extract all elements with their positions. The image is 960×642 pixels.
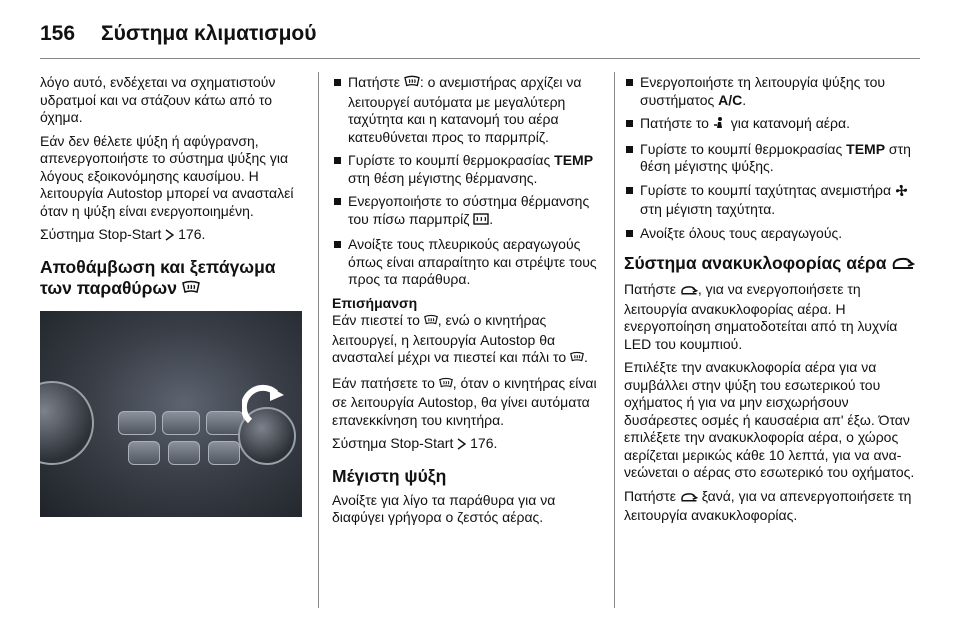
list-item — [332, 193, 610, 230]
reference-arrow-icon — [165, 228, 174, 246]
ref-page: 176. — [178, 226, 206, 242]
windscreen-defrost-icon — [570, 351, 584, 369]
text: στη μέγιστη ταχύτητα. — [640, 201, 776, 217]
paragraph: Εάν δεν θέλετε ψύξη ή αφύγρανση, απενεργοποιήστε το σύστημα ψύξης για λόγους εξοικονόμησης καυσίμου. Η λειτουργία Autostop μπορεί να ανασταλεί όταν η ψύξη είναι ενεργοποιημένη. — [40, 132, 294, 219]
paragraph: λόγο αυτό, ενδέχεται να σχηματιστούν υδρατμοί και να στάζουν κάτω από το όχημα. — [40, 74, 276, 125]
fan-icon — [895, 184, 908, 202]
cross-reference[interactable] — [40, 226, 302, 246]
column-1 — [40, 74, 302, 517]
text: Γυρίστε το κουμπί ταχύτητας ανεμιστήρα — [640, 181, 892, 198]
header-divider — [40, 58, 920, 59]
air-distribution-icon — [713, 116, 727, 135]
column-3 — [624, 74, 924, 531]
column-2 — [332, 74, 610, 533]
list-item — [624, 115, 924, 135]
text: Εάν πατήσετε το — [332, 374, 435, 391]
text: στη θέση μέγιστης θέρμανσης. — [348, 169, 538, 186]
rotation-arrow-icon — [242, 383, 288, 429]
list-item — [332, 74, 610, 146]
text: , για να ενεργοποιήσετε τη λειτουργία ανακυκλοφορίας αέρα. Η ενεργοποίηση σηματοδοτείται από τη λυχνία LED του κουμπιού. — [624, 281, 898, 352]
panel-button — [118, 411, 156, 435]
section-heading — [624, 253, 924, 276]
paragraph: Ανοίξτε για λίγο τα παράθυρα για να διαφύγει γρήγορα ο ζεστός αέρας. — [332, 491, 556, 525]
list-item — [332, 236, 610, 289]
text: Γυρίστε το κουμπί θερμοκρασίας — [348, 152, 551, 168]
list-item — [624, 225, 924, 243]
ref-page: 176. — [470, 435, 498, 451]
section-heading: Μέγιστη ψύξη — [332, 465, 447, 486]
text: Ανοίξτε όλους τους αεραγωγούς. — [640, 224, 843, 241]
instruction-list — [332, 74, 610, 289]
ref-text: Σύστημα Stop-Start — [332, 435, 454, 451]
list-item — [624, 182, 924, 219]
control-label: A/C — [718, 91, 743, 108]
windscreen-defrost-icon — [404, 75, 420, 94]
paragraph — [624, 281, 924, 353]
windscreen-defrost-icon — [182, 280, 200, 301]
text: Πατήστε — [624, 281, 676, 297]
windscreen-defrost-icon — [424, 314, 438, 332]
control-label: TEMP — [554, 152, 594, 168]
panel-button — [208, 441, 240, 465]
ref-text: Σύστημα Stop-Start — [40, 226, 162, 242]
text: . — [742, 91, 747, 108]
text: : ο ανεμιστήρας αρχίζει να λειτουργεί αυτόματα με μεγαλύτερη ταχύτητα και η κατανομή του αέρα κατευθύνεται προς το παρμπρίζ. — [348, 74, 582, 145]
text: ξανά, για να απενεργοποιήσετε τη λειτουργία ανακυκλοφορίας. — [624, 487, 912, 523]
instruction-list — [624, 74, 924, 242]
temperature-knob — [40, 381, 94, 465]
note-paragraph — [332, 375, 610, 430]
heading-text: Αποθάμβωση και ξεπάγωμα των παραθύρων — [40, 256, 276, 298]
text: , όταν ο κινητήρας είναι σε λειτουργία Autostop, θα γίνει αυτόματα επανεκκίνηση του κινητήρα. — [332, 374, 597, 428]
heading-text: Σύστημα ανακυκλοφορίας αέρα — [624, 253, 887, 273]
recirculation-icon — [891, 255, 915, 276]
paragraph: Επιλέξτε την ανακυκλοφορία αέρα για να συμβάλλει στην ψύξη του εσωτερικού του οχήματος ή για να μην εισχωρήσουν δυσάρεστες οσμές ή καυσαέρια απ' έξω. Όταν επιλέξετε την ανακυκλοφορία αέρα, ο χώρος αερίζεται μερικώς κάθε 10 λεπτά, για να ανανεώνεται ο αέρας στο εσωτερικό του οχήματος. — [624, 359, 915, 480]
list-item — [624, 74, 924, 109]
list-item — [624, 141, 924, 176]
cross-reference[interactable] — [332, 435, 610, 455]
panel-button — [162, 411, 200, 435]
text: για κατανομή αέρα. — [730, 115, 850, 131]
text: . — [489, 210, 494, 227]
page-number: 156 — [40, 22, 76, 45]
control-label: TEMP — [846, 140, 886, 157]
recirculation-icon — [680, 283, 698, 301]
column-divider-1 — [318, 72, 319, 608]
page-header — [40, 14, 316, 54]
windscreen-defrost-icon — [439, 377, 453, 395]
rear-window-heat-icon — [473, 212, 489, 231]
climate-control-panel-photo — [40, 311, 302, 517]
panel-button — [128, 441, 160, 465]
text: Ενεργοποιήστε το σύστημα θέρμανσης του πίσω παρμπρίζ — [348, 193, 590, 227]
section-heading — [40, 257, 302, 301]
text: , ενώ ο κινητήρας λειτουργεί, η λειτουργία Autostop θα ανασταλεί μέχρι να πιεστεί και πάλι το — [332, 312, 567, 365]
column-divider-2 — [614, 72, 615, 608]
text: Γυρίστε το κουμπί θερμοκρασίας — [640, 140, 843, 157]
text: Ενεργοποιήστε τη λειτουργία ψύξης του συστήματος — [640, 74, 886, 108]
text: Πατήστε — [348, 74, 400, 90]
text: Ανοίξτε τους πλευρικούς αεραγωγούς όπως είναι απαραίτητο και στρέψτε τους προς τα παράθυρα. — [348, 236, 597, 287]
text: στη θέση μέγιστης ψύξης. — [640, 140, 911, 174]
text: Εάν πιεστεί το — [332, 312, 420, 328]
recirculation-icon — [680, 490, 698, 508]
paragraph — [624, 488, 924, 525]
reference-arrow-icon — [457, 437, 466, 455]
text: Πατήστε — [624, 487, 676, 504]
list-item — [332, 152, 610, 187]
text: . — [584, 349, 588, 365]
panel-button — [168, 441, 200, 465]
note-title: Επισήμανση — [332, 294, 418, 311]
note-paragraph — [332, 312, 610, 369]
text: Πατήστε το — [640, 115, 709, 131]
page-title: Σύστημα κλιματισμού — [101, 22, 317, 45]
